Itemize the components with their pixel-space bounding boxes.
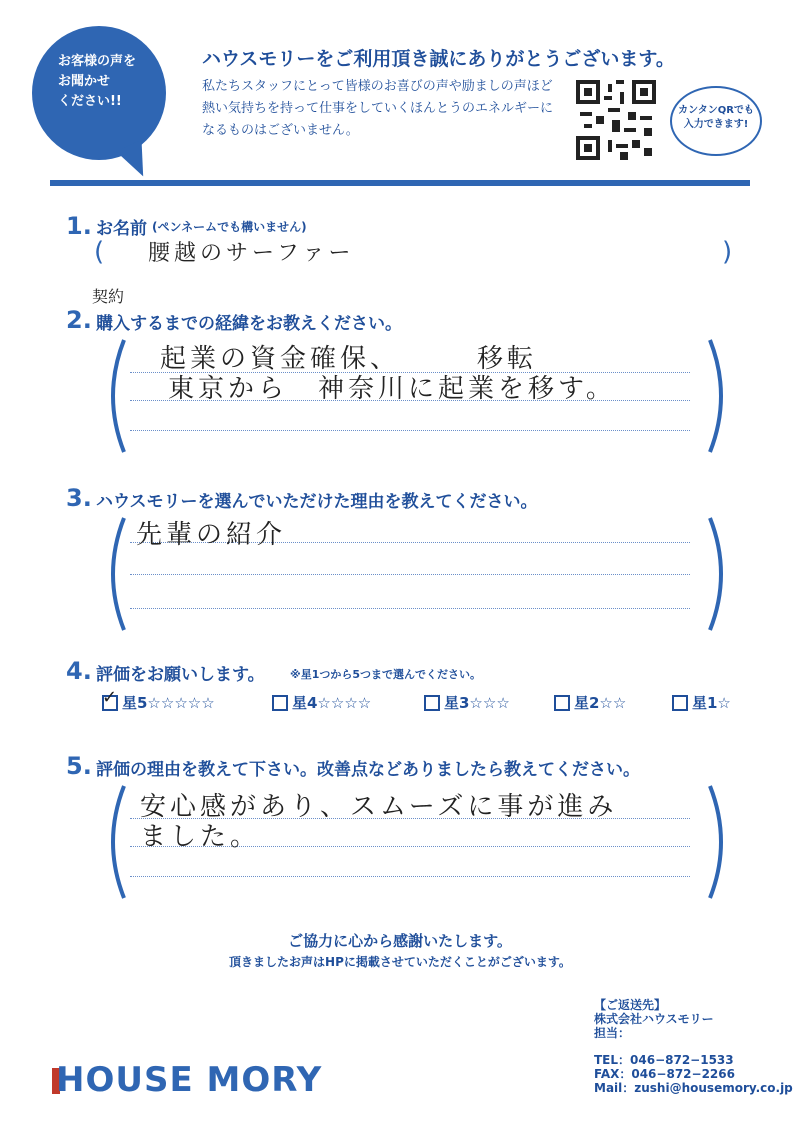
header-divider <box>50 180 750 186</box>
q1-paren-right: ) <box>722 237 733 267</box>
q3-number: 3. <box>66 484 92 512</box>
thanks-message: ご協力に心から感謝いたします。 <box>288 932 512 950</box>
contact-info: TEL：046−872−1533 FAX：046−872−2266 Mail：zushi@housemory.co.jp <box>594 1053 793 1095</box>
q5-label: 評価の理由を教えて下さい。改善点などありましたら教えてください。 <box>96 760 640 780</box>
q1-answer[interactable]: 腰越のサーファー <box>148 241 355 266</box>
q2-correction: 契約 <box>92 287 125 306</box>
q1-paren-left: ( <box>94 237 105 267</box>
bubble-tail <box>116 140 156 183</box>
q4-number: 4. <box>66 657 92 685</box>
q4-label: 評価をお願いします。 <box>96 665 265 685</box>
header-title: ハウスモリーをご利用頂き誠にありがとうございます。 <box>202 48 675 70</box>
rating-option-5[interactable] <box>102 686 215 713</box>
q1-label: お名前 <box>96 219 147 239</box>
company-logo: HOUSE MORY <box>56 1060 323 1100</box>
q5-bracket-right <box>706 782 736 902</box>
header-body: 私たちスタッフにとって皆様のお喜びの声や励ましの声ほど 熱い気持ちを持って仕事をしていくほんとうのエネルギーに なるものはございません。 <box>202 79 554 138</box>
q5-answer-line-2[interactable]: ました。 <box>140 822 261 852</box>
q5-number: 5. <box>66 752 92 780</box>
checkbox-2[interactable] <box>554 695 570 711</box>
q2-answer-line-1[interactable]: 起業の資金確保、 移転 <box>160 344 538 374</box>
rating-option-5-label: 星5☆☆☆☆☆ <box>122 694 215 712</box>
q2-line-3 <box>130 430 690 431</box>
publication-note: 頂きましたお声はHPに掲載させていただくことがございます。 <box>229 955 571 969</box>
q3-answer-line-1[interactable]: 先輩の紹介 <box>136 520 287 550</box>
rating-option-3-label: 星3☆☆☆ <box>444 694 510 712</box>
qr-note-text: カンタンQRでも 入力できます! <box>678 105 754 130</box>
checkbox-3[interactable] <box>424 695 440 711</box>
rating-option-1[interactable] <box>672 692 731 713</box>
q3-line-3 <box>130 608 690 609</box>
return-address: 【ご返送先】 株式会社ハウスモリー 担当： <box>594 998 714 1040</box>
rating-option-4-label: 星4☆☆☆☆ <box>292 694 372 712</box>
q2-bracket-right <box>706 336 736 456</box>
speech-bubble <box>32 26 166 160</box>
rating-option-1-label: 星1☆ <box>692 694 731 712</box>
q3-line-2 <box>130 574 690 575</box>
q5-answer-line-1[interactable]: 安心感があり、スムーズに事が進み <box>140 792 618 822</box>
q2-bracket-left <box>98 336 128 456</box>
q2-answer-line-2[interactable]: 東京から 神奈川に起業を移す。 <box>168 374 616 404</box>
q3-bracket-right <box>706 514 736 634</box>
q3-bracket-left <box>98 514 128 634</box>
q4-note: ※星1つから5つまで選んでください。 <box>290 668 482 681</box>
q1-number: 1. <box>66 212 92 240</box>
bubble-text: お客様の声を お聞かせ ください!! <box>58 54 137 109</box>
rating-option-4[interactable] <box>272 692 371 713</box>
q1-hint: (ペンネームでも構いません) <box>152 220 307 234</box>
check-mark-icon: ✓ <box>102 686 118 708</box>
rating-option-2[interactable] <box>554 692 626 713</box>
rating-option-3[interactable] <box>424 692 510 713</box>
qr-note-bubble <box>670 86 762 156</box>
q5-bracket-left <box>98 782 128 902</box>
q2-label: 購入するまでの経緯をお教えください。 <box>96 314 402 334</box>
q2-number: 2. <box>66 306 92 334</box>
checkbox-1[interactable] <box>672 695 688 711</box>
rating-option-2-label: 星2☆☆ <box>574 694 627 712</box>
q5-line-3 <box>130 876 690 877</box>
q3-label: ハウスモリーを選んでいただけた理由を教えてください。 <box>96 492 538 512</box>
qr-code-icon[interactable] <box>576 80 656 160</box>
checkbox-4[interactable] <box>272 695 288 711</box>
checkbox-5[interactable] <box>102 686 118 711</box>
